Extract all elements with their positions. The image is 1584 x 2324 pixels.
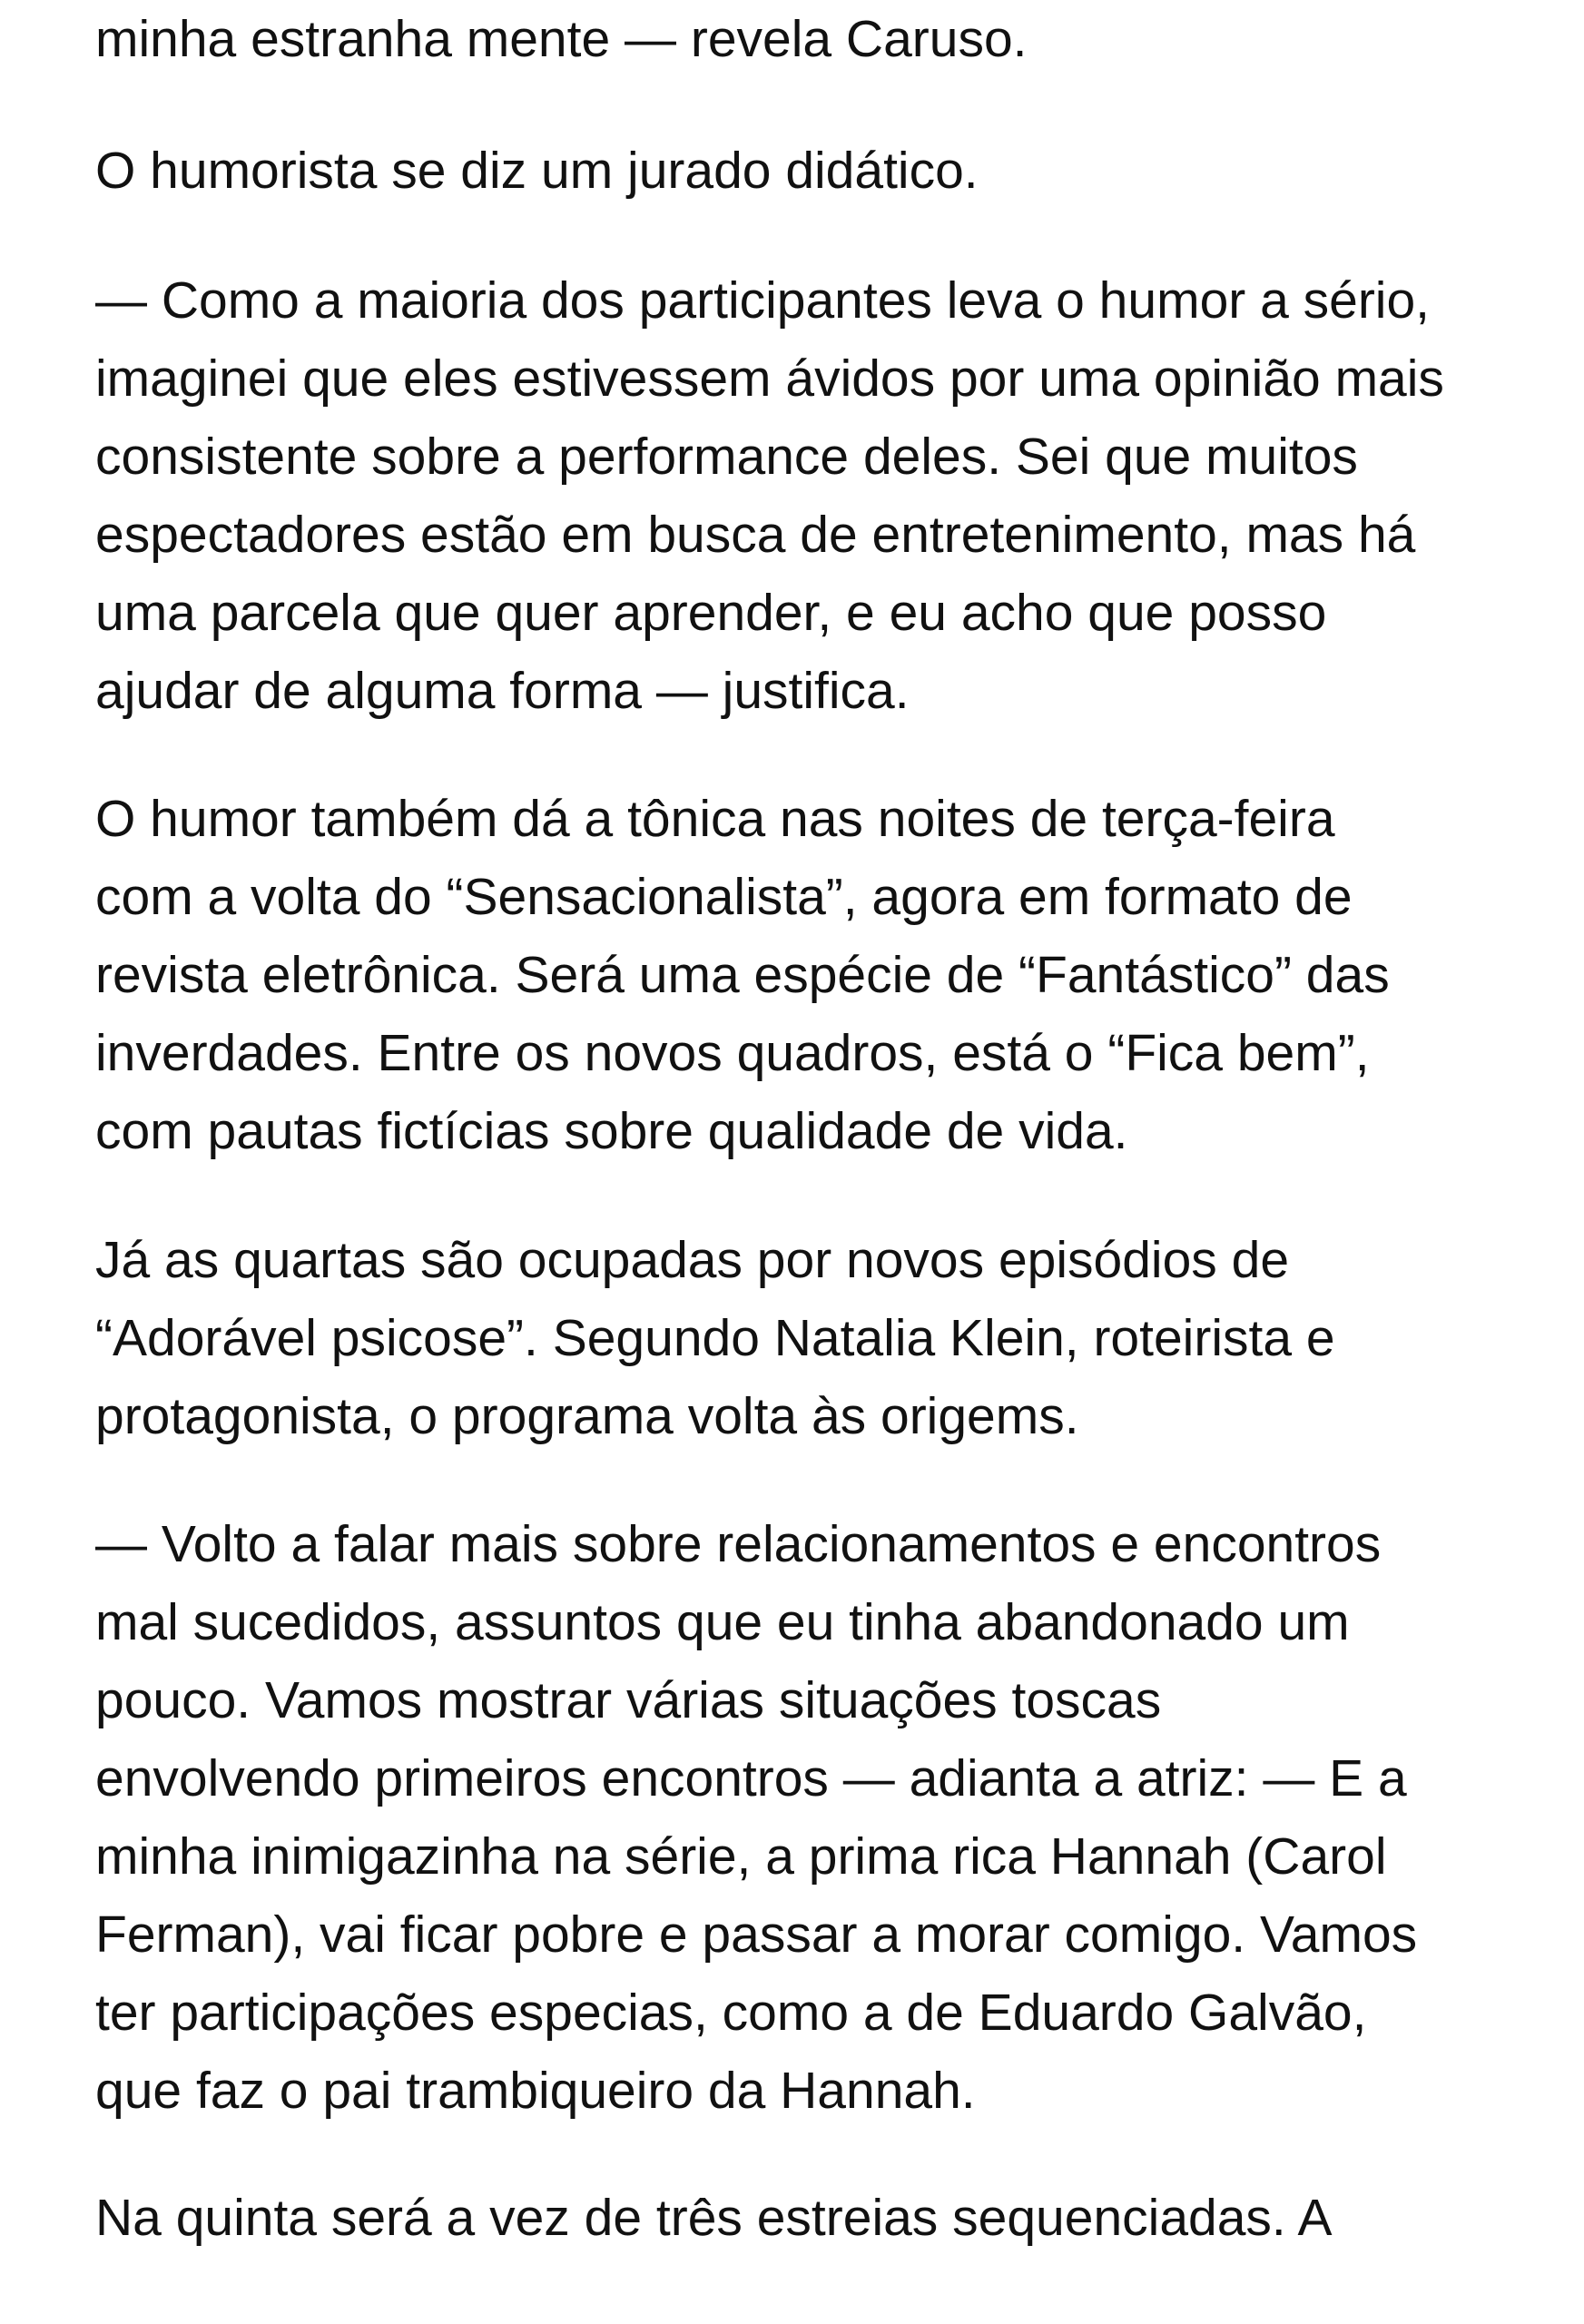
paragraph <box>95 132 979 210</box>
paragraph <box>95 261 1444 730</box>
text-line: O humorista se diz um jurado didático. <box>95 142 979 200</box>
text-line: imaginei que eles estivessem ávidos por uma opinião mais <box>95 350 1444 408</box>
text-line: que faz o pai trambiqueiro da Hannah. <box>95 2062 976 2120</box>
text-line: — Como a maioria dos participantes leva o humor a sério, <box>95 271 1431 330</box>
text-line: minha inimigazinha na série, a prima rica Hannah (Carol <box>95 1827 1387 1886</box>
paragraph <box>95 1221 1335 1455</box>
text-line: protagonista, o programa volta às origems. <box>95 1387 1079 1445</box>
text-line: espectadores estão em busca de entretenimento, mas há <box>95 506 1416 564</box>
text-line: — Volto a falar mais sobre relacionamentos e encontros <box>95 1515 1382 1573</box>
text-line: ter participações especias, como a de Eduardo Galvão, <box>95 1984 1367 2042</box>
text-line: ajudar de alguma forma — justifica. <box>95 662 910 720</box>
text-line: mal sucedidos, assuntos que eu tinha abandonado um <box>95 1593 1350 1651</box>
text-line: pouco. Vamos mostrar várias situações toscas <box>95 1671 1162 1729</box>
paragraph <box>95 2179 1332 2257</box>
text-line: “Adorável psicose”. Segundo Natalia Klein, roteirista e <box>95 1309 1335 1367</box>
text-line: com a volta do “Sensacionalista”, agora em formato de <box>95 868 1353 926</box>
text-line: minha estranha mente — revela Caruso. <box>95 10 1028 68</box>
text-line: revista eletrônica. Será uma espécie de “Fantástico” das <box>95 946 1390 1004</box>
text-line: Na quinta será a vez de três estreias sequenciadas. A <box>95 2189 1333 2247</box>
paragraph <box>95 780 1390 1170</box>
text-line: O humor também dá a tônica nas noites de terça-feira <box>95 790 1335 848</box>
text-line: Já as quartas são ocupadas por novos episódios de <box>95 1231 1290 1289</box>
paragraph <box>95 1505 1417 2130</box>
text-line: uma parcela que quer aprender, e eu acho que posso <box>95 584 1327 642</box>
text-line: Ferman), vai ficar pobre e passar a morar comigo. Vamos <box>95 1905 1418 1964</box>
text-line: envolvendo primeiros encontros — adianta a atriz: — E a <box>95 1749 1407 1807</box>
text-line: consistente sobre a performance deles. Sei que muitos <box>95 428 1358 486</box>
paragraph <box>95 0 1028 78</box>
text-line: com pautas fictícias sobre qualidade de vida. <box>95 1102 1128 1160</box>
text-line: inverdades. Entre os novos quadros, está o “Fica bem”, <box>95 1024 1370 1082</box>
